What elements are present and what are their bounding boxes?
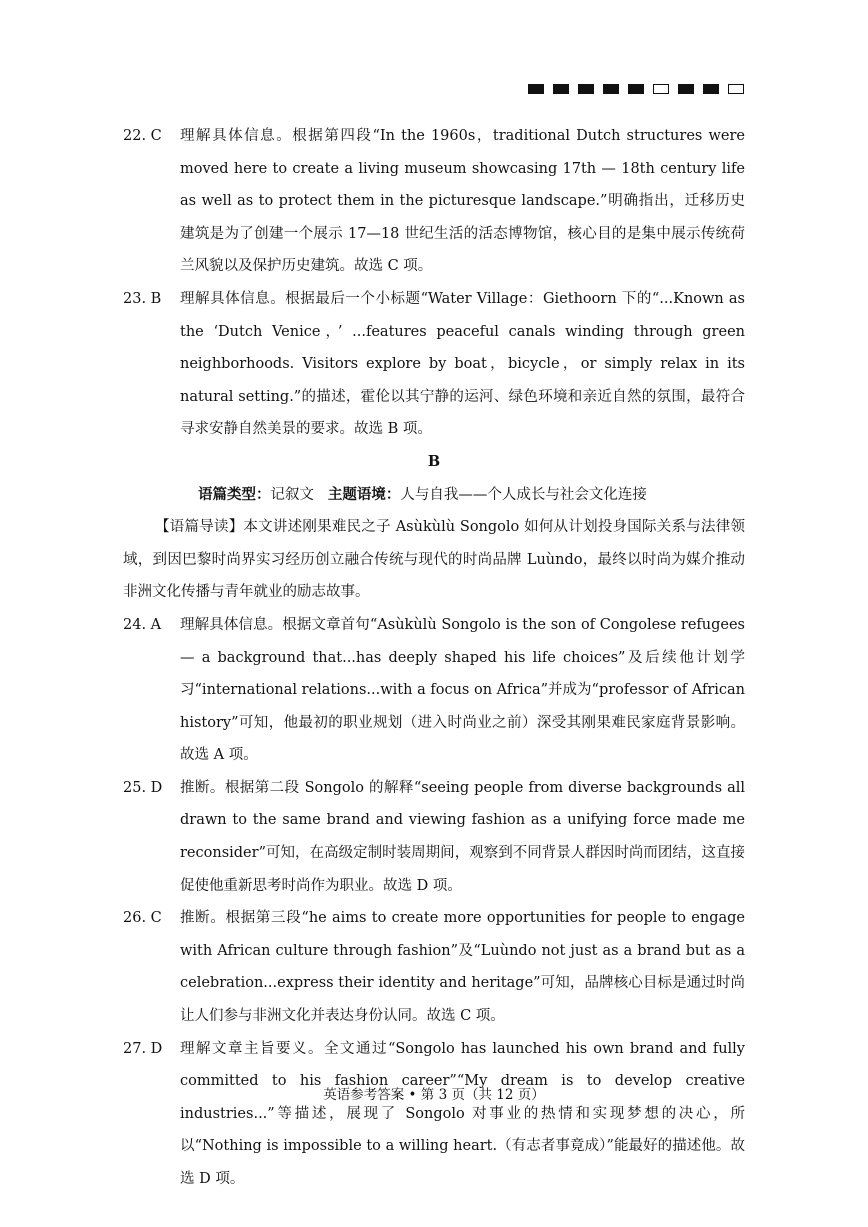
answer-item-22 xyxy=(123,120,745,283)
answer-number: 25. D xyxy=(123,779,163,796)
section-heading: B xyxy=(427,452,441,470)
genre-label: 语篇类型 xyxy=(198,485,256,503)
header-mark xyxy=(728,84,744,94)
answer-item-26 xyxy=(123,902,745,1032)
header-mark xyxy=(578,84,594,94)
theme-value: 人与自我——个人成长与社会文化连接 xyxy=(400,486,647,503)
header-mark xyxy=(678,84,694,94)
answer-number: 24. A xyxy=(123,616,162,633)
header-mark xyxy=(528,84,544,94)
header-mark xyxy=(653,84,669,94)
answer-explanation: 理解具体信息。根据最后一个小标题“Water Village：Giethoorn 下的“...Known as the ‘Dutch Venice，’ ...features peaceful canals winding through green neighborhoods. Visitors explore by boat，bicycle，or simply relax in its natural setting.”的描述，霍伦以其宁静的运河、绿色环境和亲近自然的氛围，最符合寻求安静自然美景的要求。故选 B 项。 xyxy=(180,290,745,438)
answer-number: 26. C xyxy=(123,910,162,927)
answer-number: 23. B xyxy=(123,290,162,307)
answer-explanation: 推断。根据第三段“he aims to create more opportunities for people to engage with African culture through fashion”及“Luùndo not just as a brand but as a celebration...express their identity and heritage”可知，品牌核心目标是通过时尚让人们参与非洲文化并表达身份认同。故选 C 项。 xyxy=(180,910,745,1025)
genre-value: 记叙文 xyxy=(270,486,314,503)
answer-explanation: 理解具体信息。根据文章首句“Asùkùlù Songolo is the son of Congolese refugees — a background that...has deeply shaped his life choices”及后续他计划学习“international relations...with a focus on Africa”并成为“professor of African history”可知，他最初的职业规划（进入时尚业之前）深受其刚果难民家庭背景影响。故选 A 项。 xyxy=(180,616,745,764)
answer-item-25 xyxy=(123,772,745,902)
answer-content xyxy=(123,120,745,1196)
answer-explanation: 理解文章主旨要义。全文通过“Songolo has launched his own brand and fully committed to his fashion career”“My dream is to develop creative industries...”等描述，展现了 Songolo 对事业的热情和实现梦想的决心，所以“Nothing is impossible to a willing heart.（有志者事竟成）”能最好的描述他。故选 D 项。 xyxy=(180,1040,745,1187)
header-mark xyxy=(628,84,644,94)
answer-item-23 xyxy=(123,283,745,446)
answer-item-24 xyxy=(123,609,745,772)
header-marks xyxy=(528,84,744,94)
passage-guide: 【语篇导读】本文讲述刚果难民之子 Asùkùlù Songolo 如何从计划投身国际关系与法律领域，到因巴黎时尚界实习经历创立融合传统与现代的时尚品牌 Luùndo，最终以时尚为媒介推动非洲文化传播与青年就业的励志故事。 xyxy=(123,519,745,601)
header-mark xyxy=(553,84,569,94)
page-footer: 英语参考答案 • 第 3 页（共 12 页） xyxy=(323,1087,545,1103)
genre-line: 语篇类型：记叙文 主题语境：人与自我——个人成长与社会文化连接 xyxy=(198,485,647,503)
header-mark xyxy=(703,84,719,94)
header-mark xyxy=(603,84,619,94)
answer-item-27 xyxy=(123,1033,745,1196)
theme-label: 主题语境 xyxy=(327,485,386,503)
answer-number: 27. D xyxy=(123,1040,163,1057)
answer-explanation: 推断。根据第二段 Songolo 的解释“seeing people from diverse backgrounds all drawn to the same brand and viewing fashion as a unifying force made me reconsider”可知，在高级定制时装周期间，观察到不同背景人群因时尚而团结，这直接促使他重新思考时尚作为职业。故选 D 项。 xyxy=(180,779,745,894)
answer-number: 22. C xyxy=(123,128,162,144)
answer-explanation: 理解具体信息。根据第四段“In the 1960s，traditional Dutch structures were moved here to create a living museum showcasing 17th — 18th century life as well as to protect them in the picturesque landscape.”明确指出，迁移历史建筑是为了创建一个展示 17—18 世纪生活的活态博物馆，核心目的是集中展示传统荷兰风貌以及保护历史建筑。故选 C 项。 xyxy=(180,128,745,275)
